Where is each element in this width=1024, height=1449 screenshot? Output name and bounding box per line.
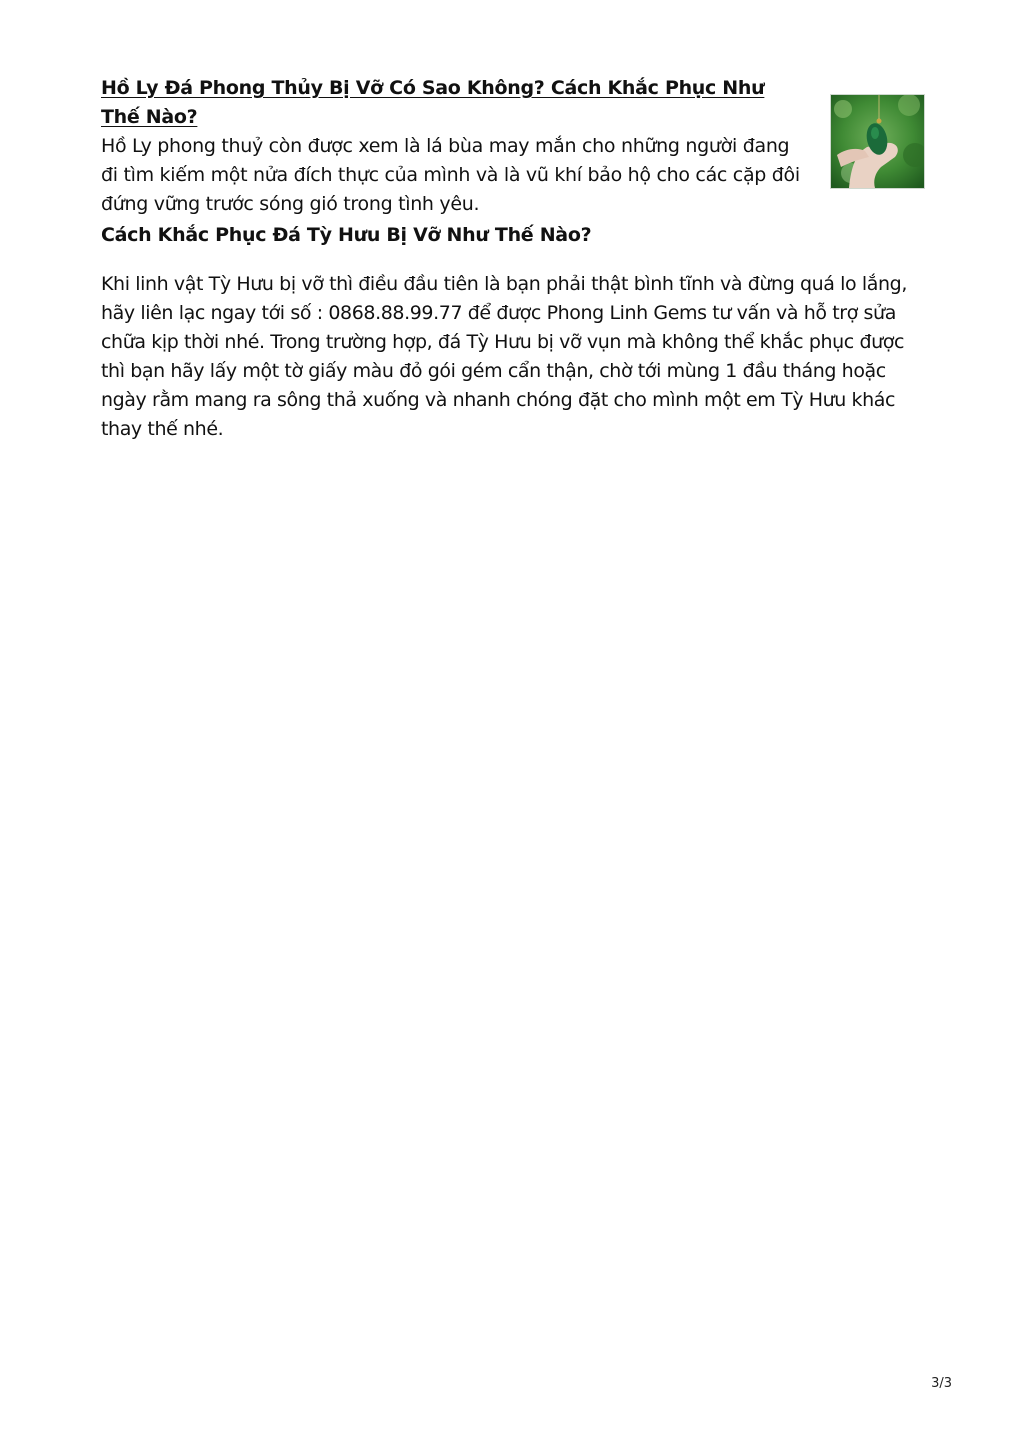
section-body: Khi linh vật Tỳ Hưu bị vỡ thì điều đầu tiên là bạn phải thật bình tĩnh và đừng quá lo lắng, hãy liên lạc ngay tới số : 0868.88.99.77 để được Phong Linh Gems tư vấn và hỗ trợ sửa chữa kịp thời nhé. Trong trường hợp, đá Tỳ Hưu bị vỡ vụn mà không thể khắc phục được thì bạn hãy lấy một tờ giấy màu đỏ gói gém cẩn thận, chờ tới mùng 1 đầu tháng hoặc ngày rằm mang ra sông thả xuống và nhanh chóng đặt cho mình một em Tỳ Hưu khác thay thế nhé. xyxy=(101,273,907,440)
article-title-link[interactable]: Hồ Ly Đá Phong Thủy Bị Vỡ Có Sao Không? Cách Khắc Phục Như Thế Nào? xyxy=(101,77,765,128)
related-article-card xyxy=(101,74,926,219)
jade-fox-pendant-icon xyxy=(831,95,924,188)
page-number: 3/3 xyxy=(931,1376,952,1391)
article-excerpt: Hồ Ly phong thuỷ còn được xem là lá bùa may mắn cho những người đang đi tìm kiếm một nửa đích thực của mình và là vũ khí bảo hộ cho các cặp đôi đứng vững trước sóng gió trong tình yêu. xyxy=(101,135,800,215)
article-text xyxy=(101,74,801,219)
section-heading: Cách Khắc Phục Đá Tỳ Hưu Bị Vỡ Như Thế Nào? xyxy=(101,224,592,246)
article-thumbnail[interactable] xyxy=(830,94,925,189)
